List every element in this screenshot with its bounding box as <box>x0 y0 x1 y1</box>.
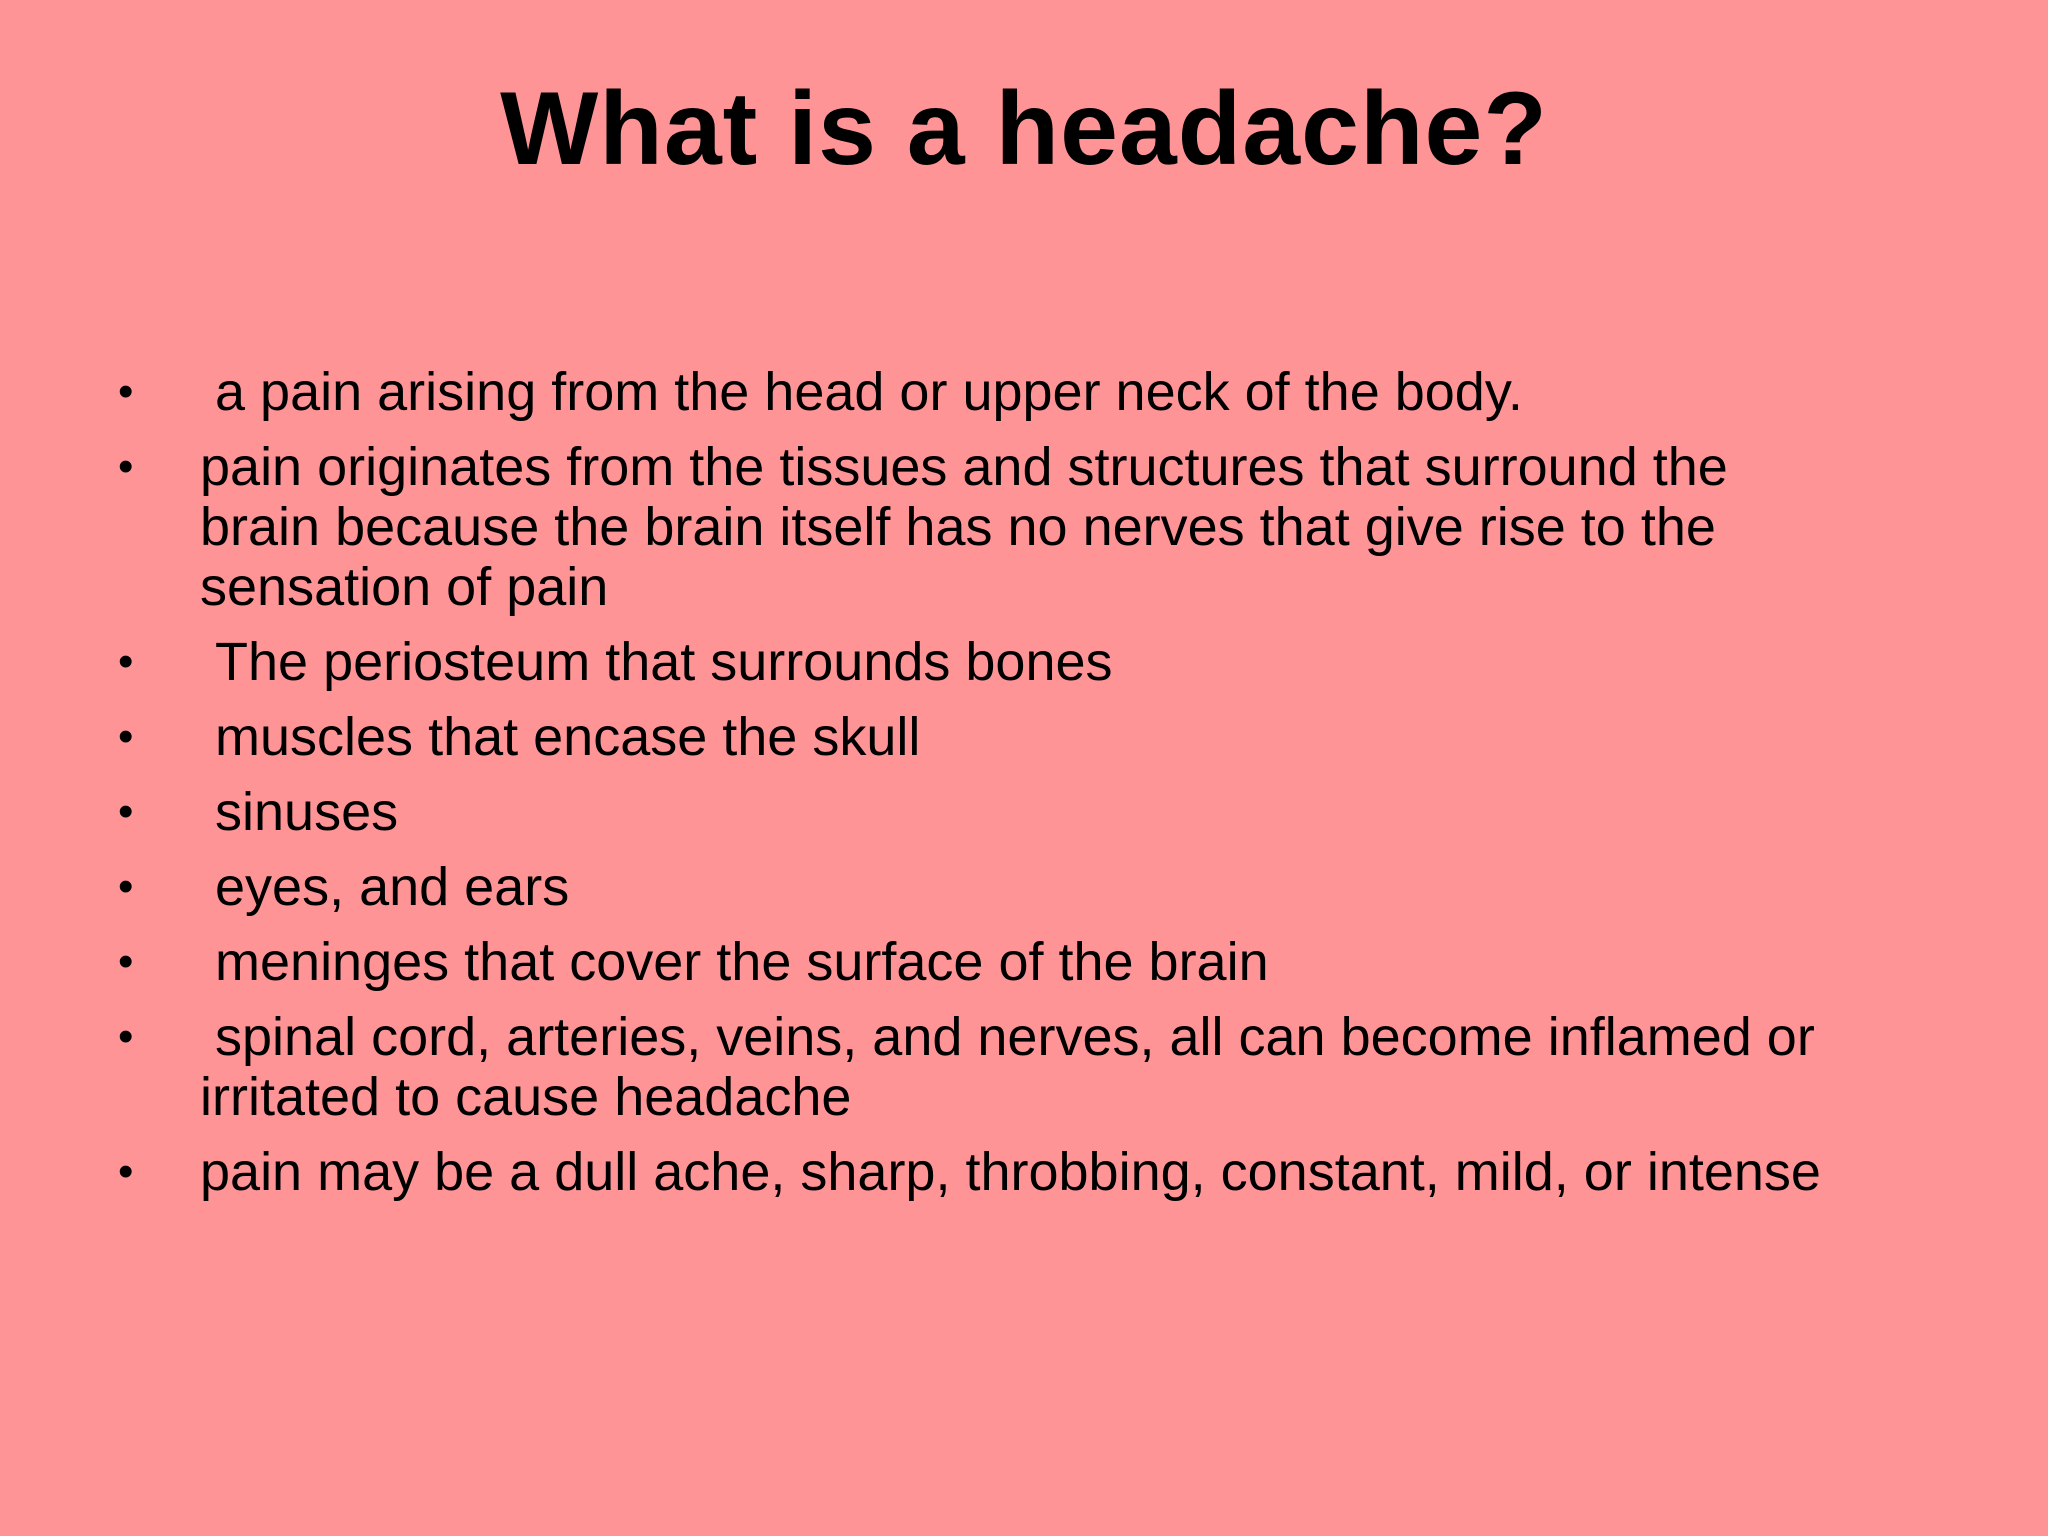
bullet-item <box>118 1007 1998 1127</box>
bullet-icon: • <box>118 367 134 416</box>
bullet-text: muscles that encase the skull <box>200 707 921 767</box>
bullet-icon: • <box>118 637 134 686</box>
slide-title: What is a headache? <box>500 71 1548 187</box>
bullet-item <box>118 782 1998 842</box>
bullet-text: The periosteum that surrounds bones <box>200 632 1113 692</box>
bullet-item <box>118 707 1998 767</box>
bullet-item <box>118 857 1998 917</box>
bullet-icon: • <box>118 442 134 491</box>
bullet-icon: • <box>118 937 134 986</box>
bullet-text: eyes, and ears <box>200 857 570 917</box>
bullet-text: pain originates from the tissues and structures that surround the brain because the brain itself has no nerves that give rise to the sensation of pain <box>200 437 1728 617</box>
bullet-text: a pain arising from the head or upper neck of the body. <box>200 362 1523 422</box>
bullet-item <box>118 932 1998 992</box>
bullet-text: meninges that cover the surface of the brain <box>200 932 1269 992</box>
bullet-icon: • <box>118 712 134 761</box>
bullet-item <box>118 1142 1998 1202</box>
bullet-item <box>118 632 1998 692</box>
bullet-list <box>118 362 1998 1217</box>
bullet-item <box>118 437 1998 617</box>
bullet-icon: • <box>118 787 134 836</box>
bullet-text: pain may be a dull ache, sharp, throbbing, constant, mild, or intense <box>200 1142 1821 1202</box>
bullet-icon: • <box>118 862 134 911</box>
bullet-text: spinal cord, arteries, veins, and nerves, all can become inflamed or irritated to cause headache <box>200 1007 1815 1127</box>
bullet-icon: • <box>118 1147 134 1196</box>
bullet-icon: • <box>118 1012 134 1061</box>
bullet-item <box>118 362 1998 422</box>
bullet-text: sinuses <box>200 782 399 842</box>
